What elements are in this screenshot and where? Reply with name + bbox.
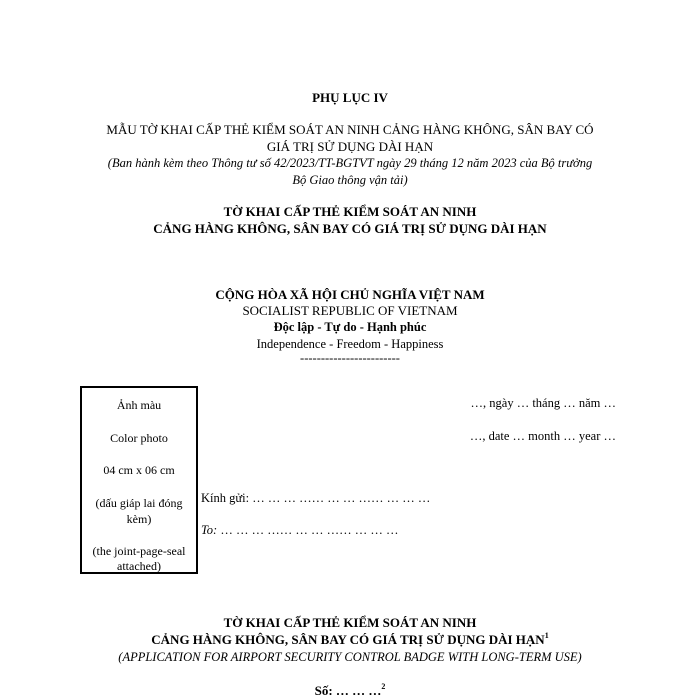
recipient-label-en: To:	[201, 523, 218, 537]
date-vi: …, ngày … tháng … năm …	[470, 396, 616, 410]
photo-label-en: Color photo	[110, 431, 168, 445]
form-title-line1: MẪU TỜ KHAI CẤP THẺ KIỂM SOÁT AN NINH CẢNG HÀNG KHÔNG, SÂN BAY CÓ	[106, 122, 594, 137]
application-line2: CẢNG HÀNG KHÔNG, SÂN BAY CÓ GIÁ TRỊ SỬ DỤNG DÀI HẠN	[151, 632, 545, 647]
form-title-line2: GIÁ TRỊ SỬ DỤNG DÀI HẠN	[266, 139, 434, 154]
photo-seal-en-2: attached)	[117, 559, 161, 573]
photo-label-vi: Ảnh màu	[116, 398, 162, 412]
national-name-vi: CỘNG HÒA XÃ HỘI CHỦ NGHĨA VIỆT NAM	[215, 287, 485, 302]
recipient-vi	[201, 491, 430, 506]
application-line1: TỜ KHAI CẤP THẺ KIỂM SOÁT AN NINH	[223, 615, 477, 630]
recipient-label-vi: Kính gửi:	[201, 491, 250, 505]
issued-line2: Bộ Giao thông vận tải)	[292, 173, 408, 187]
heading-line1: TỜ KHAI CẤP THẺ KIỂM SOÁT AN NINH	[223, 204, 477, 219]
appendix-title: PHỤ LỤC IV	[312, 90, 388, 105]
motto-vi: Độc lập - Tự do - Hạnh phúc	[273, 320, 427, 334]
application-number: Số: … … …	[314, 683, 382, 698]
photo-seal-vi-1: (dấu giáp lai đóng	[95, 496, 183, 510]
national-name-en: SOCIALIST REPUBLIC OF VIETNAM	[242, 303, 458, 318]
application-line2-wrap	[0, 632, 700, 648]
photo-box	[80, 386, 198, 574]
application-en: (APPLICATION FOR AIRPORT SECURITY CONTROL BADGE WITH LONG-TERM USE)	[118, 650, 582, 664]
issued-line1: (Ban hành kèm theo Thông tư số 42/2023/TT-BGTVT ngày 29 tháng 12 năm 2023 của Bộ trưởng	[107, 156, 593, 170]
photo-seal-en-1: (the joint-page-seal	[92, 544, 186, 558]
date-en: …, date … month … year …	[469, 429, 616, 443]
recipient-dots-en: … … … …… … … …… … … …	[217, 523, 399, 537]
motto-en: Independence - Freedom - Happiness	[256, 337, 444, 351]
heading-line2: CẢNG HÀNG KHÔNG, SÂN BAY CÓ GIÁ TRỊ SỬ DỤNG DÀI HẠN	[153, 221, 547, 236]
separator: ------------------------	[300, 351, 400, 365]
photo-seal-vi-2: kèm)	[126, 512, 152, 526]
footnote-2: 2	[381, 682, 386, 691]
photo-size: 04 cm x 06 cm	[103, 463, 175, 477]
recipient-dots-vi: … … … …… … … …… … … …	[249, 491, 431, 505]
recipient-en	[201, 523, 398, 538]
application-number-wrap	[0, 683, 700, 699]
footnote-1: 1	[544, 631, 549, 640]
